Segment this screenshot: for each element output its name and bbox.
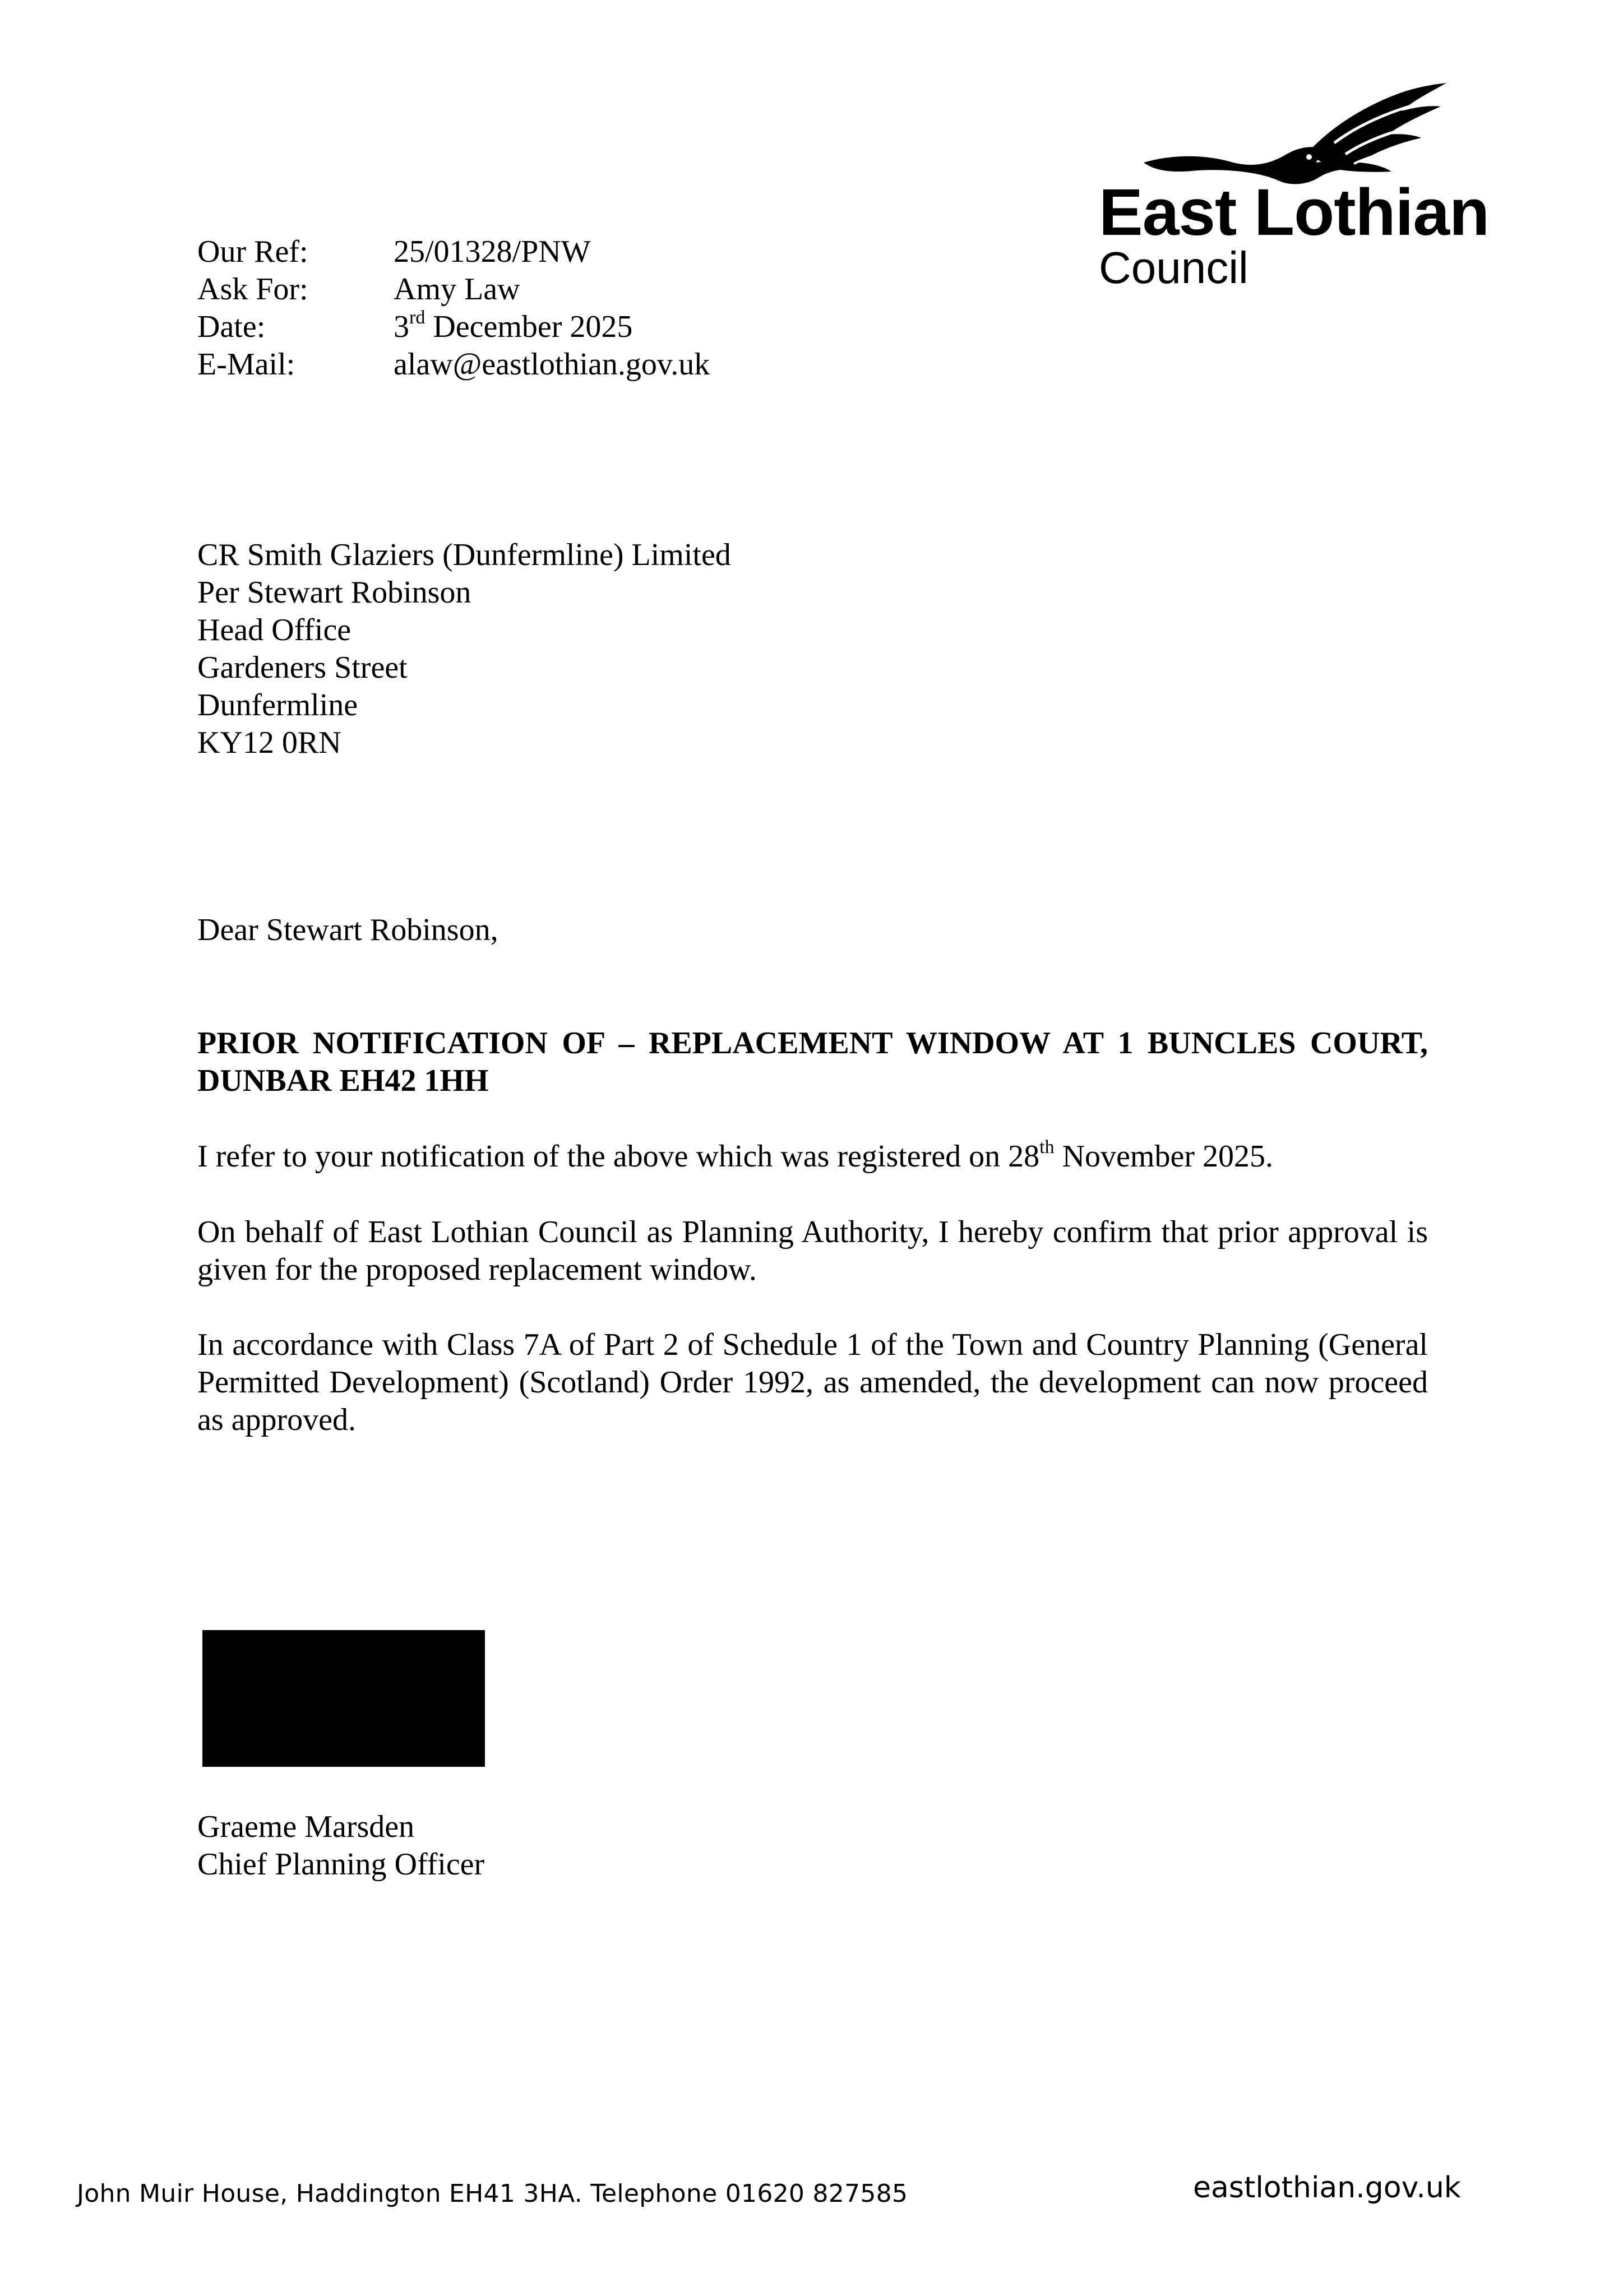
paragraph-legislation (197, 1326, 1428, 1439)
salutation: Dear Stewart Robinson, (197, 913, 498, 947)
para2-text: On behalf of East Lothian Council as Planning Authority, I hereby confirm that prior approval is given for the proposed replacement window. (197, 1215, 1428, 1287)
paragraph-approval (197, 1214, 1428, 1289)
recipient-address (197, 536, 731, 762)
address-line: Gardeners Street (197, 650, 408, 685)
footer-website[interactable]: eastlothian.gov.uk (1193, 2171, 1461, 2205)
email-label: E-Mail: (197, 347, 295, 382)
date-value (394, 308, 632, 346)
para1-text-start: I refer to your notification of the above which was registered on 28 (197, 1139, 1040, 1174)
logo-subtitle: Council (1099, 243, 1249, 293)
date-day: 3 (394, 309, 409, 344)
email-value[interactable]: alaw@eastlothian.gov.uk (394, 347, 710, 382)
para3-text: In accordance with Class 7A of Part 2 of Schedule 1 of the Town and Country Planning (General Permitted Development) (Scotland) Order 1992, as amended, the development can now proceed as approved. (197, 1327, 1428, 1437)
para1-text-end: November 2025. (1054, 1139, 1273, 1174)
paragraph-registration (197, 1138, 1428, 1175)
date-month-year: December 2025 (425, 309, 633, 344)
date-label: Date: (197, 309, 266, 344)
our-ref-label: Our Ref: (197, 234, 308, 269)
date-row (197, 308, 710, 346)
address-line: Head Office (197, 613, 352, 647)
ask-for-value: Amy Law (394, 272, 520, 307)
address-line: Dunfermline (197, 688, 358, 723)
address-line: Per Stewart Robinson (197, 575, 471, 610)
our-ref-value: 25/01328/PNW (394, 234, 591, 269)
council-logo (1099, 73, 1525, 297)
signatory-block (197, 1808, 484, 1883)
para1-day-suffix: th (1039, 1137, 1055, 1158)
reference-block (197, 233, 710, 383)
signatory-name: Graeme Marsden (197, 1809, 415, 1844)
footer-address: John Muir House, Haddington EH41 3HA. Telephone 01620 827585 (77, 2179, 908, 2208)
date-day-suffix: rd (409, 307, 426, 328)
redacted-signature (202, 1630, 485, 1767)
our-ref-row (197, 233, 710, 271)
letter-subject: PRIOR NOTIFICATION OF – REPLACEMENT WINDOW AT 1 BUNCLES COURT, DUNBAR EH42 1HH (197, 1026, 1428, 1098)
email-row (197, 346, 710, 383)
address-line: CR Smith Glaziers (Dunfermline) Limited (197, 538, 731, 572)
logo-title: East Lothian (1099, 175, 1490, 249)
ask-for-label: Ask For: (197, 272, 308, 307)
signatory-title: Chief Planning Officer (197, 1847, 485, 1882)
ask-for-row (197, 271, 710, 308)
address-line: KY12 0RN (197, 725, 341, 760)
